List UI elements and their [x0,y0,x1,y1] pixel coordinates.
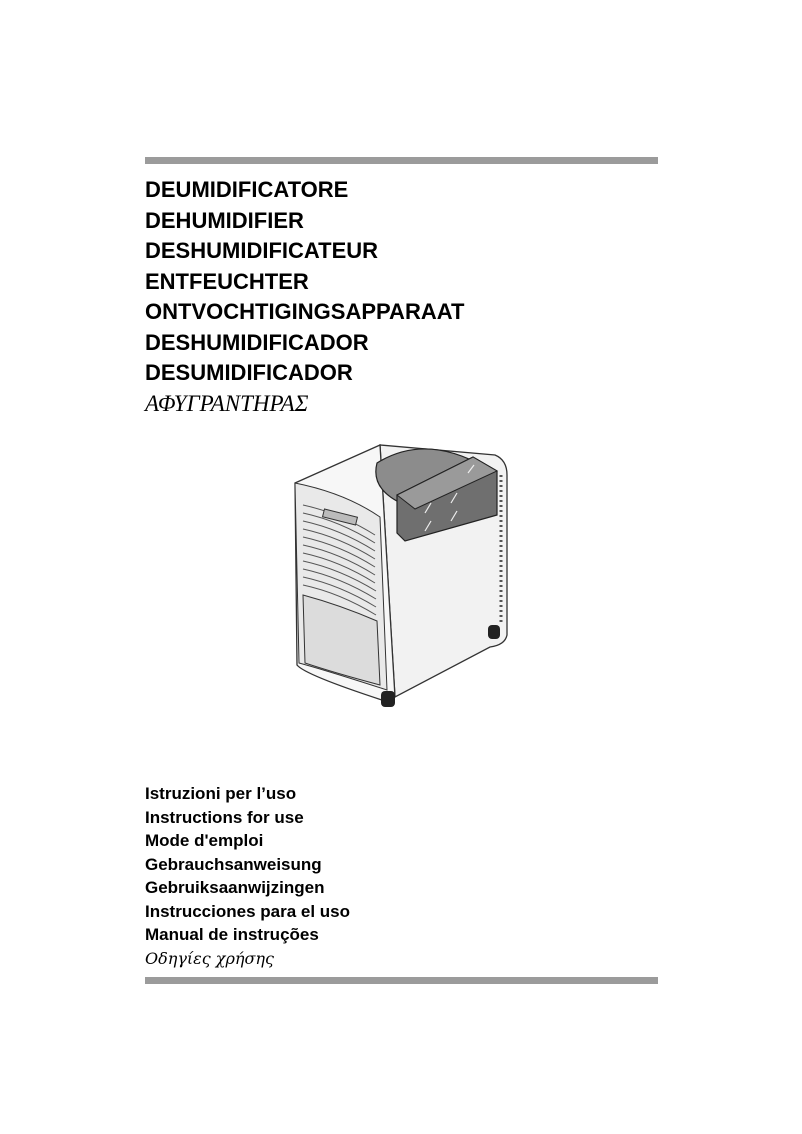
instructions-it: Istruzioni per l’uso [145,784,297,803]
title-nl: ONTVOCHTIGINGSAPPARAAT [145,299,465,324]
title-en: DEHUMIDIFIER [145,207,304,233]
title-pt: DESUMIDIFICADOR [145,360,353,385]
dehumidifier-illustration [285,435,525,720]
instructions-es: Instrucciones para el uso [145,901,351,921]
title-gr: ΑΦΥΓΡΑΝΤΗΡΑΣ [145,390,309,416]
instructions-list [145,782,350,970]
bottom-rule [145,977,658,984]
instructions-nl: Gebruiksaanwijzingen [145,878,325,897]
instructions-de: Gebrauchsanweisung [145,854,322,874]
title-es: DESHUMIDIFICADOR [145,329,369,355]
product-titles [145,175,464,419]
title-fr: DESHUMIDIFICATEUR [145,238,379,263]
instructions-fr: Mode d'emploi [145,831,264,850]
title-de: ENTFEUCHTER [145,268,309,294]
title-it: DEUMIDIFICATORE [145,177,349,202]
instructions-en: Instructions for use [145,807,304,827]
instructions-pt: Manual de instruções [145,925,319,944]
instructions-gr: Οδηγίες χρήσης [145,948,274,968]
top-rule [145,157,658,164]
